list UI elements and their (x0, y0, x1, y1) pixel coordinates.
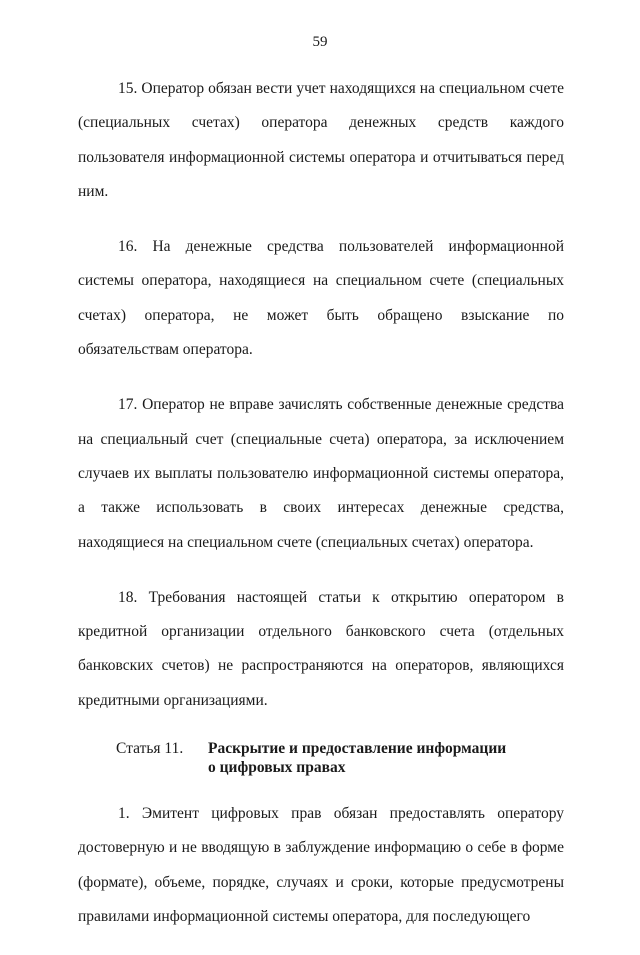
paragraph-15: 15. Оператор обязан вести учет находящихся на специальном счете (специальных счетах) оператора денежных средств каждого пользователя информационной системы оператора и отчитываться перед ним. (78, 80, 564, 200)
article-number: Статья 11. (116, 740, 184, 758)
article-paragraph-1: 1. Эмитент цифровых прав обязан предоставлять оператору достоверную и не вводящую в заблуждение информацию о себе в форме (формате), объеме, порядке, случаях и сроки, которые предусмотрены правилами информационной системы оператора, для последующего (78, 805, 564, 925)
paragraph-18: 18. Требования настоящей статьи к открытию оператором в кредитной организации отдельного банковского счета (отдельных банковских счетов) не распространяются на операторов, являющихся кредитными организациями. (78, 588, 564, 709)
article-heading (78, 739, 564, 777)
article-title-line-2: о цифровых правах (208, 759, 346, 777)
page-number: 59 (312, 34, 328, 50)
article-title-line-1: Раскрытие и предоставление информации (208, 740, 507, 758)
paragraph-17: 17. Оператор не вправе зачислять собственные денежные средства на специальный счет (специальные счета) оператора, за исключением случаев их выплаты пользователю информационной системы оператора, а также использовать в своих интересах денежные средства, находящиеся на специальном счете (специальных счетах) оператора. (78, 396, 564, 551)
article-title (208, 739, 548, 777)
document-body (78, 72, 564, 955)
paragraph-16: 16. На денежные средства пользователей информационной системы оператора, находящиеся на специальном счете (специальных счетах) оператора, не может быть обращено взыскание по обязательствам оператора. (78, 238, 564, 359)
